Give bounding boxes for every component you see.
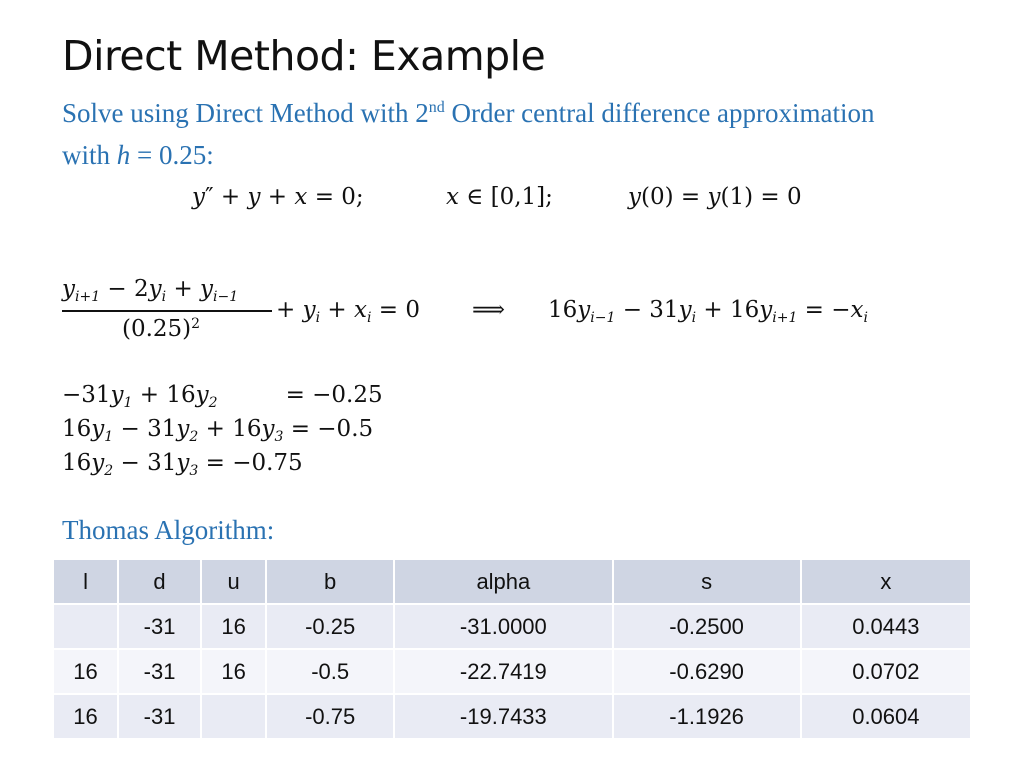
intro-line-2-pre: with [62, 140, 117, 170]
fd-result: $16y_{i-1} - 31y_i + 16y_{i+1} = -x_i$ [548, 297, 868, 326]
header-s: s [613, 559, 801, 604]
table-cell: -31 [118, 604, 201, 649]
fraction-bar [62, 310, 272, 312]
table-cell [201, 694, 266, 739]
intro-line-1-sup: nd [428, 99, 445, 116]
table-cell: 16 [53, 694, 118, 739]
table-cell: 16 [53, 649, 118, 694]
table-cell: -0.5 [266, 649, 394, 694]
table-cell: -1.1926 [613, 694, 801, 739]
header-d: d [118, 559, 201, 604]
table-cell: 16 [201, 649, 266, 694]
boundary-condition: y(0) = y(1) = 0 [628, 184, 802, 210]
intro-line-2 [62, 140, 214, 171]
system-equation-1: $-31y_1 + 16y_2 = -0.25$ [62, 382, 383, 411]
header-u: u [201, 559, 266, 604]
intro-line-1-post: Order central difference approximation [444, 98, 875, 128]
table-cell [53, 604, 118, 649]
table-header-row [53, 559, 971, 604]
intro-line-2-post: = 0.25: [130, 140, 214, 170]
table-row [53, 604, 971, 649]
table-cell: -22.7419 [394, 649, 612, 694]
table-cell: -0.25 [266, 604, 394, 649]
table-cell: -0.6290 [613, 649, 801, 694]
table-cell: -31.0000 [394, 604, 612, 649]
thomas-label: Thomas Algorithm: [62, 515, 275, 545]
intro-line-1-pre: Solve using Direct Method with 2 [62, 98, 429, 128]
table-cell: -31 [118, 694, 201, 739]
header-x: x [801, 559, 971, 604]
table-cell: -31 [118, 649, 201, 694]
table-cell: -0.75 [266, 694, 394, 739]
header-alpha: alpha [394, 559, 612, 604]
ode-equation: y″ + y + x = 0; [192, 184, 364, 210]
system-equation-2: $16y_1 - 31y_2 + 16y_3 = -0.5$ [62, 416, 374, 445]
intro-line-1 [62, 98, 875, 129]
table-cell: -0.2500 [613, 604, 801, 649]
domain-equation: x ∈ [0,1]; [446, 184, 553, 210]
table-row [53, 694, 971, 739]
implies-arrow: ⟹ [472, 297, 505, 323]
fd-denominator: $(0.25)^2$ [122, 316, 201, 342]
table-cell: 0.0604 [801, 694, 971, 739]
thomas-table [52, 558, 972, 740]
fd-rhs: + $y_i + x_i = 0$ [276, 297, 420, 326]
table-cell: 0.0702 [801, 649, 971, 694]
table-cell: 16 [201, 604, 266, 649]
table-cell: 0.0443 [801, 604, 971, 649]
table-row [53, 649, 971, 694]
system-equation-3: $16y_2 - 31y_3 = -0.75$ [62, 450, 303, 479]
header-l: l [53, 559, 118, 604]
header-b: b [266, 559, 394, 604]
fd-numerator: $y_{i+1} - 2y_i + y_{i-1}$ [62, 276, 239, 305]
slide-title: Direct Method: Example [62, 32, 546, 80]
table-cell: -19.7433 [394, 694, 612, 739]
intro-line-2-h: h [116, 140, 131, 170]
